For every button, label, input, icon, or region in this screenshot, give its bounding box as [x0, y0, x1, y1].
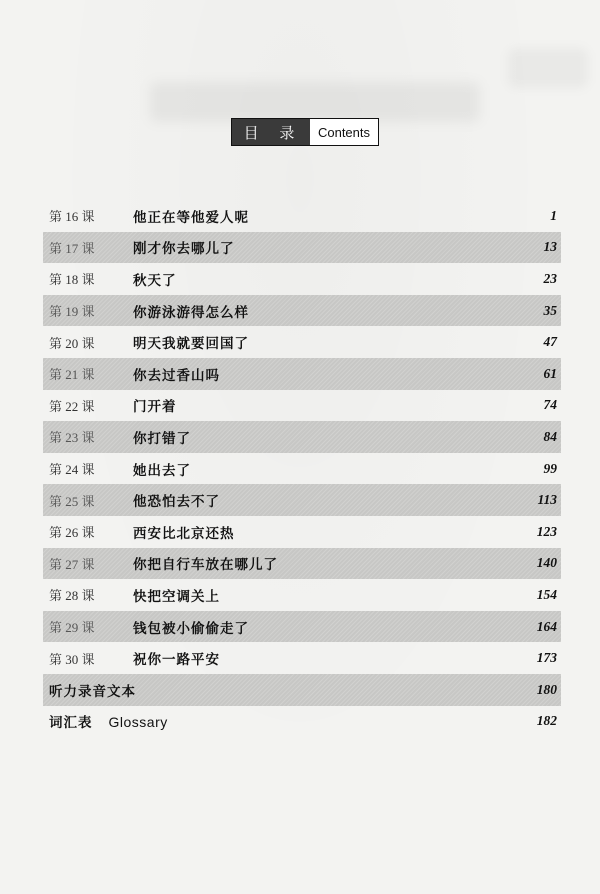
lesson-title: 他正在等他爱人呢	[133, 209, 249, 226]
toc-row-lesson[interactable]	[43, 263, 561, 295]
toc-row-lesson[interactable]	[43, 516, 561, 548]
page-number: 173	[536, 650, 557, 666]
lesson-number: 第 29 课	[49, 620, 95, 636]
toc-row-appendix[interactable]	[43, 706, 561, 738]
lesson-title: 你打错了	[133, 430, 191, 447]
toc-row-lesson[interactable]	[43, 232, 561, 264]
toc-row-lesson[interactable]	[43, 548, 561, 580]
lesson-title: 你把自行车放在哪儿了	[133, 557, 278, 574]
page-number: 13	[543, 239, 557, 255]
table-of-contents	[43, 200, 561, 737]
page-number: 1	[550, 207, 557, 223]
lesson-number: 第 17 课	[49, 240, 95, 256]
toc-row-lesson[interactable]	[43, 390, 561, 422]
bleed-through-mark	[508, 48, 588, 88]
appendix-title-chinese: 词汇表	[49, 715, 93, 732]
appendix-title-english: Glossary	[108, 714, 168, 731]
page-number: 35	[543, 302, 557, 318]
bleed-through-shadow	[150, 82, 480, 122]
lesson-title: 你游泳游得怎么样	[133, 304, 249, 321]
page-number: 47	[543, 334, 557, 350]
lesson-title: 明天我就要回国了	[133, 336, 249, 353]
lesson-title: 你去过香山吗	[133, 367, 220, 384]
lesson-title: 他恐怕去不了	[133, 494, 220, 511]
lesson-number: 第 23 课	[49, 430, 95, 446]
page-number: 23	[543, 270, 557, 286]
lesson-title: 门开着	[133, 399, 177, 416]
page-number: 84	[543, 428, 557, 444]
contents-heading-chinese: 目 录	[232, 119, 310, 145]
toc-row-lesson[interactable]	[43, 326, 561, 358]
toc-row-lesson[interactable]	[43, 611, 561, 643]
toc-row-appendix[interactable]	[43, 674, 561, 706]
toc-row-lesson[interactable]	[43, 642, 561, 674]
lesson-number: 第 25 课	[49, 493, 95, 509]
appendix-title	[43, 711, 168, 731]
page-number: 180	[536, 681, 557, 697]
page-number: 140	[536, 555, 557, 571]
lesson-number: 第 16 课	[49, 209, 95, 225]
toc-row-lesson[interactable]	[43, 295, 561, 327]
page-number: 154	[536, 586, 557, 602]
lesson-number: 第 18 课	[49, 272, 95, 288]
toc-row-lesson[interactable]	[43, 579, 561, 611]
page-number: 182	[536, 713, 557, 729]
page-number: 99	[543, 460, 557, 476]
appendix-title	[43, 680, 136, 700]
page-number: 164	[536, 618, 557, 634]
lesson-number: 第 20 课	[49, 335, 95, 351]
contents-heading	[231, 118, 379, 146]
contents-heading-english: Contents	[310, 119, 378, 145]
lesson-number: 第 24 课	[49, 462, 95, 478]
toc-row-lesson[interactable]	[43, 421, 561, 453]
lesson-number: 第 22 课	[49, 398, 95, 414]
lesson-title: 秋天了	[133, 272, 177, 289]
lesson-title: 快把空调关上	[133, 588, 220, 605]
toc-row-lesson[interactable]	[43, 358, 561, 390]
lesson-title: 钱包被小偷偷走了	[133, 620, 249, 637]
lesson-number: 第 27 课	[49, 556, 95, 572]
lesson-title: 刚才你去哪儿了	[133, 241, 235, 258]
page-number: 113	[537, 492, 557, 508]
page-number: 123	[536, 523, 557, 539]
lesson-title: 祝你一路平安	[133, 652, 220, 669]
toc-row-lesson[interactable]	[43, 200, 561, 232]
lesson-number: 第 26 课	[49, 525, 95, 541]
page-number: 61	[543, 365, 557, 381]
lesson-number: 第 21 课	[49, 367, 95, 383]
lesson-title: 西安比北京还热	[133, 525, 235, 542]
lesson-title: 她出去了	[133, 462, 191, 479]
lesson-number: 第 19 课	[49, 304, 95, 320]
appendix-title-chinese: 听力录音文本	[49, 683, 136, 700]
page-number: 74	[543, 397, 557, 413]
toc-row-lesson[interactable]	[43, 484, 561, 516]
lesson-number: 第 28 课	[49, 588, 95, 604]
lesson-number: 第 30 课	[49, 651, 95, 667]
toc-row-lesson[interactable]	[43, 453, 561, 485]
